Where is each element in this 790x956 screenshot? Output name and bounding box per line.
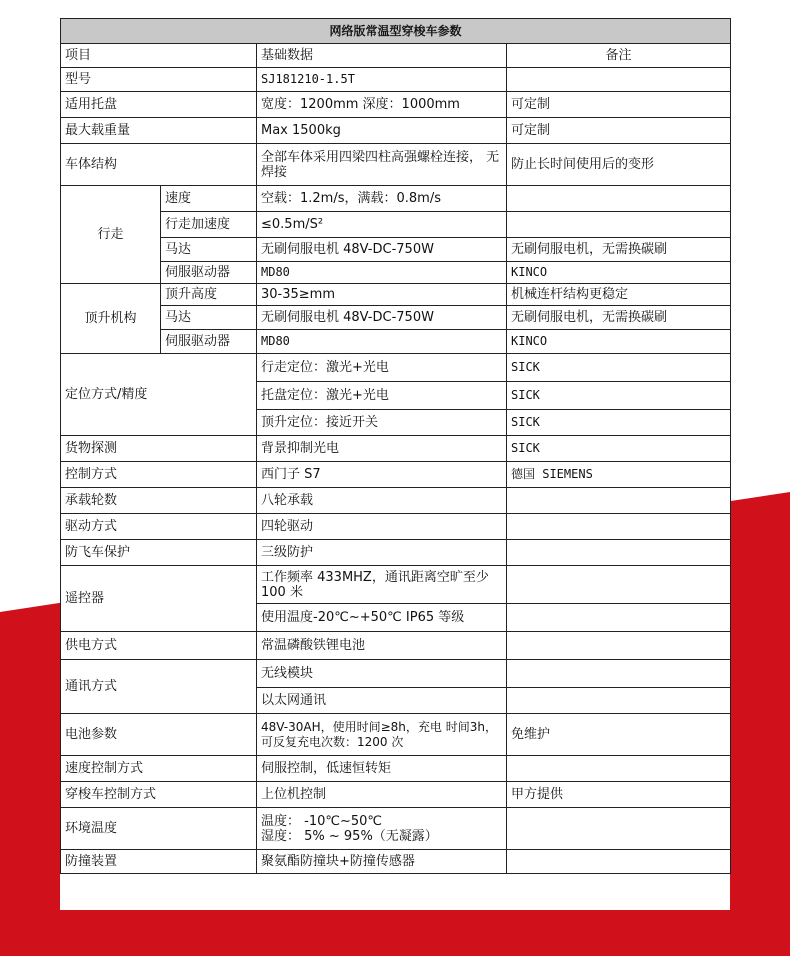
table-row: [61, 68, 731, 92]
group-item-comm: 通讯方式: [61, 660, 257, 714]
row-note: 机械连杆结构更稳定: [507, 284, 731, 306]
table-row: [61, 354, 731, 382]
row-note: SICK: [507, 436, 731, 462]
row-data: 伺服控制，低速恒转矩: [257, 756, 507, 782]
row-subitem: 伺服驱动器: [161, 330, 257, 354]
table-row: [61, 144, 731, 186]
table-row: [61, 660, 731, 688]
table-title: 网络版常温型穿梭车参数: [61, 19, 731, 44]
table-row: [61, 284, 731, 306]
row-note: 防止长时间使用后的变形: [507, 144, 731, 186]
row-data: 无刷伺服电机 48V-DC-750W: [257, 306, 507, 330]
row-data: 背景抑制光电: [257, 436, 507, 462]
table-row: [61, 714, 731, 756]
table-row: [61, 186, 731, 212]
row-note: [507, 660, 731, 688]
env-humidity-line: 湿度： 5% ~ 95%（无凝露）: [261, 828, 438, 844]
spec-table: [60, 18, 731, 874]
row-data: 三级防护: [257, 540, 507, 566]
table-row: [61, 632, 731, 660]
table-row: [61, 306, 731, 330]
table-row: [61, 44, 731, 68]
row-note: 可定制: [507, 118, 731, 144]
row-data: 常温磷酸铁锂电池: [257, 632, 507, 660]
row-data: 30-35≥mm: [257, 284, 507, 306]
row-item: 控制方式: [61, 462, 257, 488]
row-item: 型号: [61, 68, 257, 92]
row-note: [507, 186, 731, 212]
row-data: 无线模块: [257, 660, 507, 688]
row-note: 德国 SIEMENS: [507, 462, 731, 488]
table-row: [61, 540, 731, 566]
header-item: 项目: [61, 44, 257, 68]
table-row: [61, 488, 731, 514]
row-note: 可定制: [507, 92, 731, 118]
row-data: 工作频率 433MHZ，通讯距离空旷至少100 米: [257, 566, 507, 604]
row-subitem: 速度: [161, 186, 257, 212]
table-row: [61, 462, 731, 488]
row-data: 宽度：1200mm 深度：1000mm: [257, 92, 507, 118]
row-data: 空载：1.2m/s，满载：0.8m/s: [257, 186, 507, 212]
row-item: 驱动方式: [61, 514, 257, 540]
table-row: [61, 514, 731, 540]
row-note: [507, 688, 731, 714]
group-item-remote: 遥控器: [61, 566, 257, 632]
row-data: MD80: [257, 262, 507, 284]
table-row: [61, 212, 731, 238]
row-data: 聚氨酯防撞块+防撞传感器: [257, 850, 507, 874]
row-data: 托盘定位：激光+光电: [257, 382, 507, 410]
table-row: [61, 238, 731, 262]
row-data: 全部车体采用四梁四柱高强螺栓连接， 无焊接: [257, 144, 507, 186]
row-note: SICK: [507, 354, 731, 382]
row-note: SICK: [507, 382, 731, 410]
row-note: [507, 756, 731, 782]
row-note: [507, 808, 731, 850]
row-item: 防撞装置: [61, 850, 257, 874]
table-row: [61, 566, 731, 604]
row-note: [507, 566, 731, 604]
row-data: 西门子 S7: [257, 462, 507, 488]
row-item: 防飞车保护: [61, 540, 257, 566]
row-note: KINCO: [507, 330, 731, 354]
row-data: 上位机控制: [257, 782, 507, 808]
row-note: [507, 514, 731, 540]
row-note: [507, 68, 731, 92]
row-item: 最大载重量: [61, 118, 257, 144]
row-note: [507, 540, 731, 566]
header-note: 备注: [507, 44, 731, 68]
row-subitem: 伺服驱动器: [161, 262, 257, 284]
row-note: [507, 632, 731, 660]
row-data: 以太网通讯: [257, 688, 507, 714]
table-row: [61, 808, 731, 850]
table-row: [61, 782, 731, 808]
row-data: [257, 808, 507, 850]
row-subitem: 行走加速度: [161, 212, 257, 238]
row-subitem: 马达: [161, 238, 257, 262]
row-item: 速度控制方式: [61, 756, 257, 782]
table-row: [61, 118, 731, 144]
row-item: 货物探测: [61, 436, 257, 462]
table-row: [61, 330, 731, 354]
row-item: 承载轮数: [61, 488, 257, 514]
table-row: [61, 850, 731, 874]
env-temp-line: 温度： -10℃~50℃: [261, 813, 382, 829]
row-item: 供电方式: [61, 632, 257, 660]
row-note: 无刷伺服电机，无需换碳刷: [507, 238, 731, 262]
row-subitem: 马达: [161, 306, 257, 330]
row-item: 环境温度: [61, 808, 257, 850]
group-item-travel: 行走: [61, 186, 161, 284]
row-data: 无刷伺服电机 48V-DC-750W: [257, 238, 507, 262]
header-data: 基础数据: [257, 44, 507, 68]
row-note: [507, 604, 731, 632]
group-item-lift: 顶升机构: [61, 284, 161, 354]
row-item: 电池参数: [61, 714, 257, 756]
row-note: SICK: [507, 410, 731, 436]
row-item: 穿梭车控制方式: [61, 782, 257, 808]
row-data: 48V-30AH，使用时间≥8h，充电 时间3h，可反复充电次数：1200 次: [257, 714, 507, 756]
table-row: [61, 92, 731, 118]
table-row: [61, 262, 731, 284]
row-data: ≤0.5m/S²: [257, 212, 507, 238]
row-data: 顶升定位：接近开关: [257, 410, 507, 436]
row-note: 甲方提供: [507, 782, 731, 808]
row-note: [507, 212, 731, 238]
row-data: Max 1500kg: [257, 118, 507, 144]
group-item-positioning: 定位方式/精度: [61, 354, 257, 436]
table-row: [61, 436, 731, 462]
row-data: SJ181210-1.5T: [257, 68, 507, 92]
row-subitem: 顶升高度: [161, 284, 257, 306]
row-item: 车体结构: [61, 144, 257, 186]
row-note: KINCO: [507, 262, 731, 284]
row-data: 使用温度-20℃~+50℃ IP65 等级: [257, 604, 507, 632]
row-data: 行走定位：激光+光电: [257, 354, 507, 382]
row-note: [507, 488, 731, 514]
table-row: [61, 756, 731, 782]
row-item: 适用托盘: [61, 92, 257, 118]
row-data: MD80: [257, 330, 507, 354]
row-note: 免维护: [507, 714, 731, 756]
row-note: 无刷伺服电机，无需换碳刷: [507, 306, 731, 330]
row-data: 四轮驱动: [257, 514, 507, 540]
row-note: [507, 850, 731, 874]
row-data: 八轮承载: [257, 488, 507, 514]
